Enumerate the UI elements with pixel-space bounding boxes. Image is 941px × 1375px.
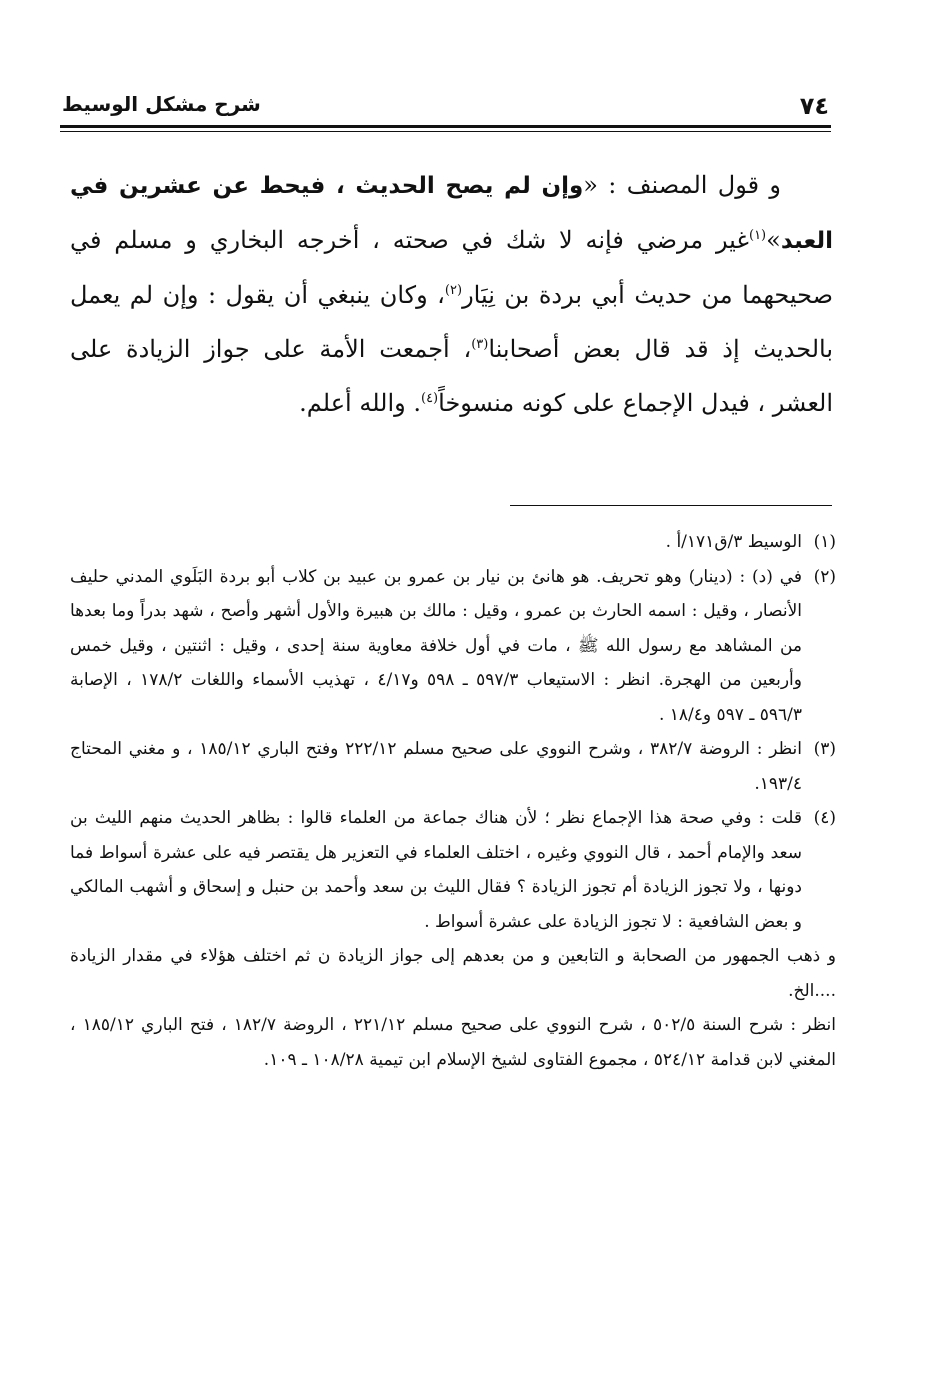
running-title: شرح مشكل الوسيط [62, 92, 261, 116]
footnote-separator [510, 505, 832, 506]
text-segment-3: ، أجمعت الأمة على جواز الزيادة على العشر ، فيدل الإجماع على كونه منسوخاً [70, 335, 833, 417]
footnote-ref-2[interactable]: (٢) [444, 283, 463, 298]
footnote-4-references: انظر : شرح السنة ٥٠٢/٥ ، شرح النووي على صحيح مسلم ٢٢١/١٢ ، الروضة ١٨٢/٧ ، فتح الباري ١٨٥/١٢ ، المغني لابن قدامة ٥٢٤/١٢ ، مجموع الفتاوى لشيخ الإسلام ابن تيمية ١٠٨/٢٨ ـ ١٠٩. [70, 1015, 836, 1070]
quoted-statement: وإن لم يصح الحديث ، فيحط عن عشرين في العبد [70, 173, 833, 254]
quote-close: » [766, 226, 781, 254]
text-segment-1: غير مرضي فإنه لا شك في صحته ، أخرجه البخاري و مسلم في صحيحهما من حديث أبي بردة بن نِيَار [70, 226, 833, 309]
header-rule-thick [60, 125, 831, 128]
footnote-number: (٤) [813, 808, 836, 828]
footnote-4 [70, 801, 836, 939]
footnote-1 [70, 525, 836, 560]
page-number: ٧٤ [799, 92, 829, 120]
lead-text: و قول المصنف : « [583, 171, 781, 199]
footnote-text: انظر : الروضة ٣٨٢/٧ ، وشرح النووي على صحيح مسلم ٢٢٢/١٢ وفتح الباري ١٨٥/١٢ ، و مغني المحتاج ١٩٣/٤. [70, 739, 802, 794]
text-segment-4: . والله أعلم. [299, 389, 421, 417]
footnote-3 [70, 732, 836, 801]
footnote-number: (١) [813, 532, 836, 552]
footnote-ref-1[interactable]: (١) [748, 228, 767, 243]
footnote-4-paragraph-2: و ذهب الجمهور من الصحابة و التابعين و من بعدهم إلى جواز الزيادة ن ثم اختلف هؤلاء في مقدار الزيادة ....الخ. [70, 946, 836, 1001]
footnote-ref-3[interactable]: (٣) [471, 337, 489, 352]
main-paragraph [70, 158, 833, 430]
header-rule-thin [60, 131, 831, 132]
footnote-number: (٣) [813, 739, 836, 759]
footnotes [70, 525, 836, 1077]
footnote-ref-4[interactable]: (٤) [420, 391, 439, 406]
footnote-2 [70, 560, 836, 733]
main-text [70, 158, 833, 430]
footnote-text: قلت : وفي صحة هذا الإجماع نظر ؛ لأن هناك جماعة من العلماء قالوا : بظاهر الحديث منهم الليث بن سعد والإمام أحمد ، قال النووي وغيره ، اختلف العلماء في التعزير هل يقتصر فيه على عشرة أسواط فما دونها ، ولا تجوز الزيادة أم تجوز الزيادة ؟ فقال الليث بن سعد وأحمد بن حنبل و إسحاق و أشهب المالكي و بعض الشافعية : لا تجوز الزيادة على عشرة أسواط . [70, 808, 802, 932]
text-segment-2: ، وكان ينبغي أن يقول : وإن لم يعمل بالحديث إذ قد قال بعض أصحابنا [70, 281, 833, 363]
footnote-text: في (د) : (دينار) وهو تحريف. هو هانئ بن نيار بن عمرو بن عبيد بن كلاب أبو بردة البَلَوي المدني حليف الأنصار ، وقيل : اسمه الحارث بن عمرو ، وقيل : مالك بن هبيرة والأول أشهر وأصح ، شهد بدراً وما بعدها من المشاهد مع رسول الله ﷺ ، مات في أول خلافة معاوية سنة إحدى ، وقيل : اثنتين ، وقيل خمس وأربعين من الهجرة. انظر : الاستيعاب ٥٩٧/٣ ـ ٥٩٨ و٤/١٧ ، تهذيب الأسماء واللغات ١٧٨/٢ ، الإصابة ٥٩٦/٣ ـ ٥٩٧ و١٨/٤ . [70, 566, 802, 725]
footnote-text: الوسيط ٣/ق١٧١/أ . [665, 532, 802, 552]
page-header [62, 92, 829, 122]
footnote-number: (٢) [813, 566, 836, 587]
